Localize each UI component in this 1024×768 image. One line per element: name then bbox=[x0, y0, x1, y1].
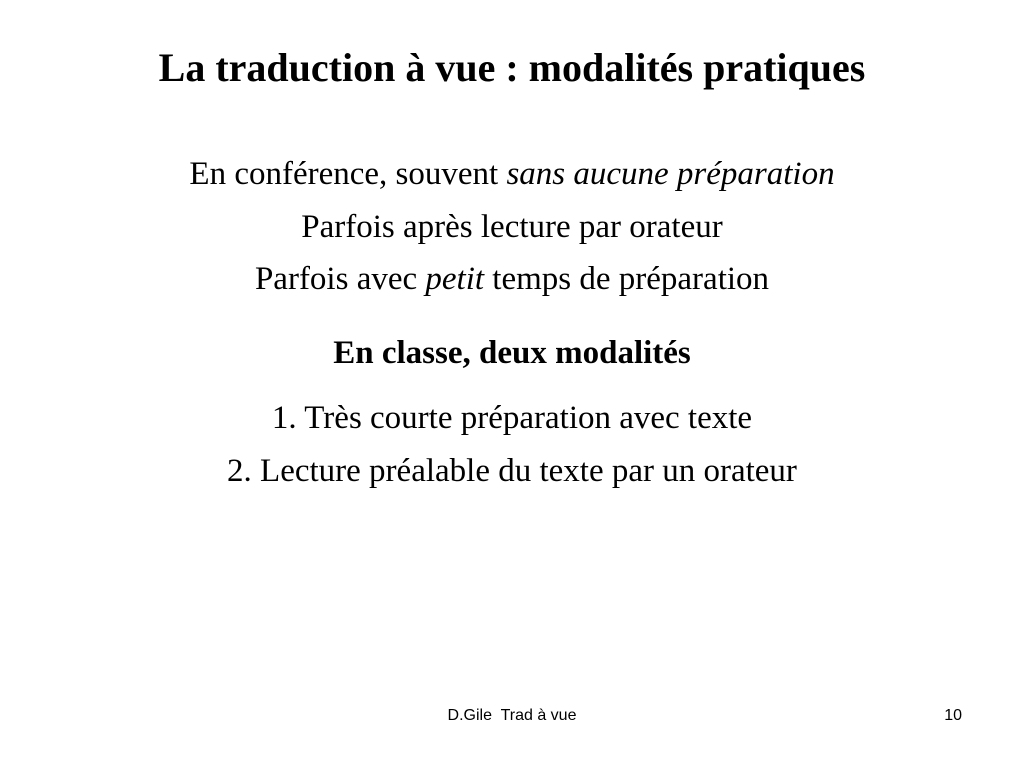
footer-author: D.Gile Trad à vue bbox=[447, 707, 577, 724]
conference-line bbox=[0, 154, 1024, 194]
prep-time-line-prefix: Parfois avec bbox=[254, 261, 426, 297]
list-item: 1. Très courte préparation avec texte bbox=[271, 400, 753, 436]
prep-time-line-emphasis: petit bbox=[425, 261, 485, 297]
reading-line: Parfois après lecture par orateur bbox=[301, 209, 723, 245]
section-heading: En classe, deux modalités bbox=[333, 335, 691, 371]
list-item: 2. Lecture préalable du texte par un orateur bbox=[227, 453, 797, 489]
page-number: 10 bbox=[944, 707, 962, 724]
conference-line-emphasis: sans aucune préparation bbox=[506, 156, 835, 192]
conference-line-text: En conférence, souvent bbox=[189, 156, 507, 192]
prep-time-line bbox=[0, 259, 1024, 299]
prep-time-line-suffix: temps de préparation bbox=[484, 261, 770, 297]
slide-title: La traduction à vue : modalités pratiques bbox=[158, 45, 866, 90]
